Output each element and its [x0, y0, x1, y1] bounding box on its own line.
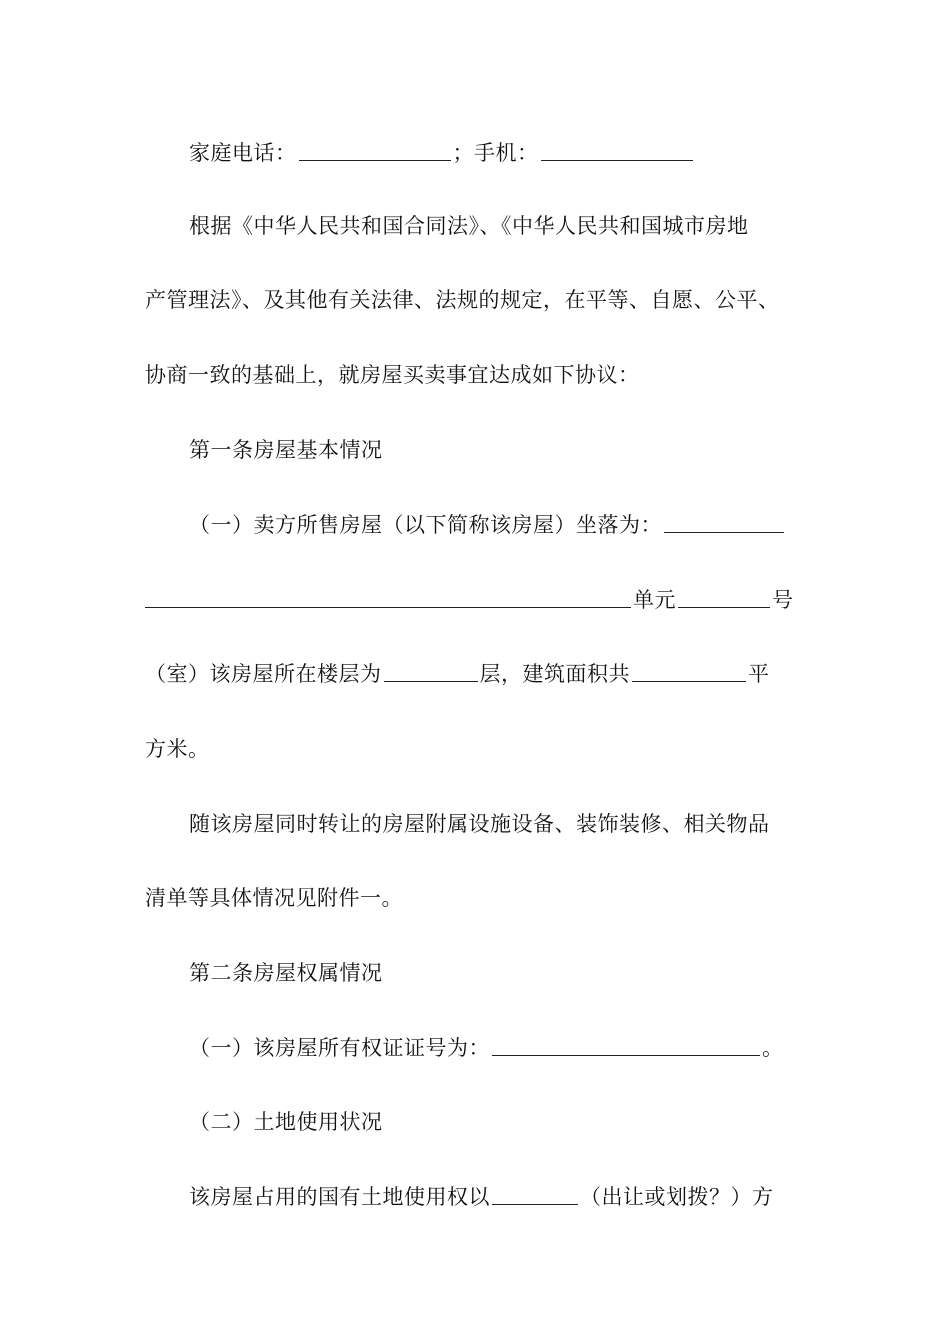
room-prefix: （室）该房屋所在楼层为	[145, 662, 382, 686]
contact-separator: ；	[452, 141, 474, 165]
land-options: （出让或划拨？）方	[580, 1185, 774, 1209]
area-unit-start: 平	[748, 662, 770, 686]
contact-line	[189, 133, 695, 173]
article-1-floor-line	[145, 654, 770, 694]
intro-line-3: 协商一致的基础上，就房屋买卖事宜达成如下协议：	[145, 363, 640, 387]
article-2-item-1	[189, 1028, 784, 1068]
mobile-label: 手机：	[474, 141, 539, 165]
attachments-line-2: 清单等具体情况见附件一。	[145, 886, 403, 910]
mobile-blank[interactable]	[541, 133, 693, 161]
certificate-label: （一）该房屋所有权证证号为：	[189, 1036, 490, 1060]
certificate-end: 。	[762, 1036, 784, 1060]
certificate-blank[interactable]	[492, 1028, 760, 1056]
floor-suffix: 层，建筑面积共	[479, 662, 630, 686]
home-phone-blank[interactable]	[299, 133, 451, 161]
unit-number-blank[interactable]	[678, 580, 770, 608]
land-use-line	[189, 1177, 774, 1217]
intro-line-1: 根据《中华人民共和国合同法》、《中华人民共和国城市房地	[189, 214, 749, 238]
attachments-line-1: 随该房屋同时转让的房屋附属设施设备、装饰装修、相关物品	[189, 812, 770, 836]
location-label: （一）卖方所售房屋（以下简称该房屋）坐落为：	[189, 513, 662, 537]
article-2-item-2: （二）土地使用状况	[189, 1110, 383, 1134]
article-1-item-1	[189, 505, 786, 545]
home-phone-label: 家庭电话：	[189, 141, 297, 165]
land-method-blank[interactable]	[492, 1177, 578, 1205]
unit-label: 单元	[633, 588, 676, 612]
location-blank-2[interactable]	[145, 580, 631, 608]
article-1-title: 第一条房屋基本情况	[189, 438, 383, 462]
location-blank-1[interactable]	[664, 505, 784, 533]
intro-line-2: 产管理法》、及其他有关法律、法规的规定，在平等、自愿、公平、	[145, 288, 780, 312]
area-blank[interactable]	[632, 654, 746, 682]
area-unit-end: 方米。	[145, 737, 210, 761]
number-label: 号	[772, 588, 794, 612]
article-1-address-line	[145, 580, 794, 620]
article-2-title: 第二条房屋权属情况	[189, 961, 383, 985]
floor-blank[interactable]	[384, 654, 478, 682]
land-prefix: 该房屋占用的国有土地使用权以	[189, 1185, 490, 1209]
